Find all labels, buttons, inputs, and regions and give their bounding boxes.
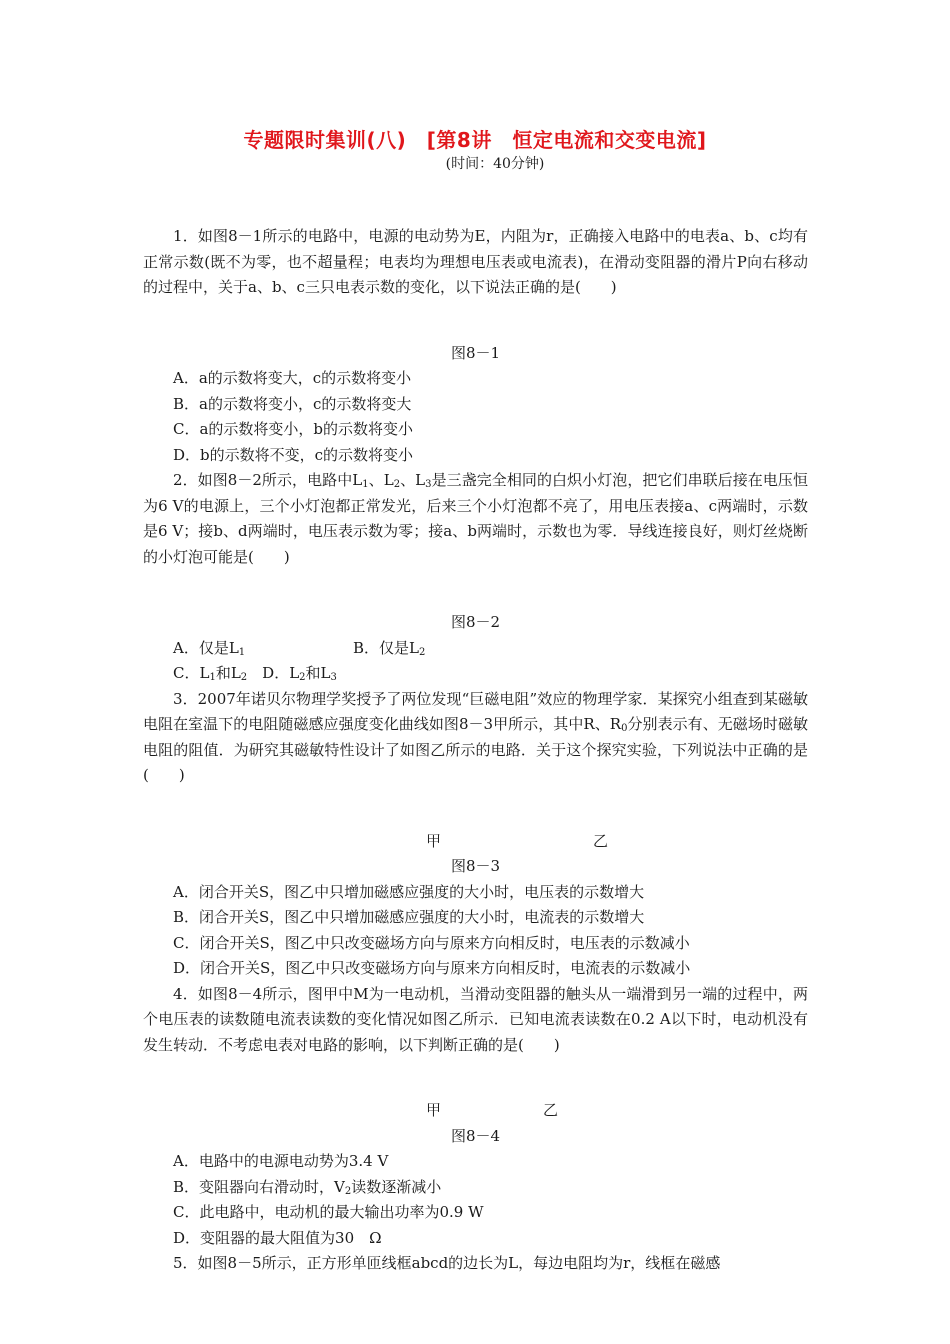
q3-option-d: D．闭合开关S，图乙中只改变磁场方向与原来方向相反时，电流表的示数减小: [173, 959, 691, 977]
q1-option-c: C．a的示数将变小，b的示数将变小: [173, 420, 414, 438]
q2-option-d: D．$L_2$和$L_3$: [247, 664, 337, 683]
q4-option-c: C．此电路中，电动机的最大输出功率为0.9 W: [173, 1203, 484, 1221]
figure-label-yi: 乙: [543, 1101, 559, 1119]
figure-8-2-caption: 图8－2: [450, 613, 501, 631]
question-2-text: 2．如图8－2所示，电路中$L_1$、$L_2$、$L_3$是三盏完全相同的白炽小灯泡，把它们串联后接在电压恒为6 V的电源上，三个小灯泡都正常发光，后来三个小灯泡都不亮了，用电压表接a、c两端时，示数是6 V；接b、d两端时，电压表示数为零；接a、b两端时，示数也为零．导线连接良好，则灯丝烧断的小灯泡可能是( ): [143, 471, 808, 566]
figure-8-3-caption: 图8－3: [450, 857, 501, 875]
q2-option-c: C．$L_1$和$L_2$: [173, 664, 248, 683]
q3-option-b: B．闭合开关S，图乙中只增加磁感应强度的大小时，电流表的示数增大: [173, 908, 645, 926]
figure-label-jia: 甲: [426, 1101, 442, 1119]
q2-option-b: B．仅是$L_2$: [353, 638, 426, 658]
q2-options-ab: [143, 636, 808, 662]
figure-8-4-labels: [143, 1098, 808, 1124]
q4-option-b: B．变阻器向右滑动时，$V_2$读数逐渐减小: [173, 1177, 442, 1197]
question-4-text: 4．如图8－4所示，图甲中M为一电动机，当滑动变阻器的触头从一端滑到另一端的过程中，两个电压表的读数随电流表读数的变化情况如图乙所示．已知电流表读数在0.2 A以下时，电动机没有发生转动．不考虑电表对电路的影响，以下判断正确的是( ): [143, 984, 808, 1054]
page-title: 专题限时集训(八) [第8讲 恒定电流和交变电流]: [243, 128, 707, 152]
q1-option-a: A．a的示数将变大，c的示数将变小: [173, 369, 412, 387]
figure-8-1-caption: 图8－1: [450, 343, 501, 362]
figure-label-jia: 甲: [426, 831, 442, 850]
figure-8-4-caption: 图8－4: [450, 1126, 501, 1145]
q1-option-b: B．a的示数将变小，c的示数将变大: [173, 394, 412, 413]
question-1-text: 1．如图8－1所示的电路中，电源的电动势为E，内阻为r，正确接入电路中的电表a、b、c均有正常示数(既不为零，也不超量程；电表均为理想电压表或电流表)，在滑动变阻器的滑片P向右移动的过程中，关于a、b、c三只电表示数的变化，以下说法正确的是( ): [143, 227, 808, 296]
figure-label-yi: 乙: [593, 831, 609, 850]
q3-option-a: A．闭合开关S，图乙中只增加磁感应强度的大小时，电压表的示数增大: [173, 882, 645, 901]
q2-options-cd: [143, 661, 808, 687]
figure-8-3-labels: [143, 829, 808, 855]
time-limit: (时间：40分钟): [445, 156, 545, 172]
q4-option-a: A．电路中的电源电动势为3.4 V: [173, 1152, 389, 1170]
q1-option-d: D．b的示数将不变，c的示数将变小: [173, 445, 414, 464]
q3-option-c: C．闭合开关S，图乙中只改变磁场方向与原来方向相反时，电压表的示数减小: [173, 933, 690, 952]
question-3-text: 3．2007年诺贝尔物理学奖授予了两位发现“巨磁电阻”效应的物理学家．某探究小组查到某磁敏电阻在室温下的电阻随磁感应强度变化曲线如图8－3甲所示，其中R、$R_0$分别表示有、无磁场时磁敏电阻的阻值．为研究其磁敏特性设计了如图乙所示的电路．关于这个探究实验，下列说法中正确的是( ): [143, 689, 808, 784]
q2-option-a: A．仅是$L_1$: [173, 638, 246, 658]
question-5-text: 5．如图8－5所示，正方形单匝线框abcd的边长为L，每边电阻均为r，线框在磁感: [173, 1254, 721, 1272]
q4-option-d: D．变阻器的最大阻值为30 Ω: [173, 1228, 382, 1247]
question-list: [143, 224, 808, 1277]
